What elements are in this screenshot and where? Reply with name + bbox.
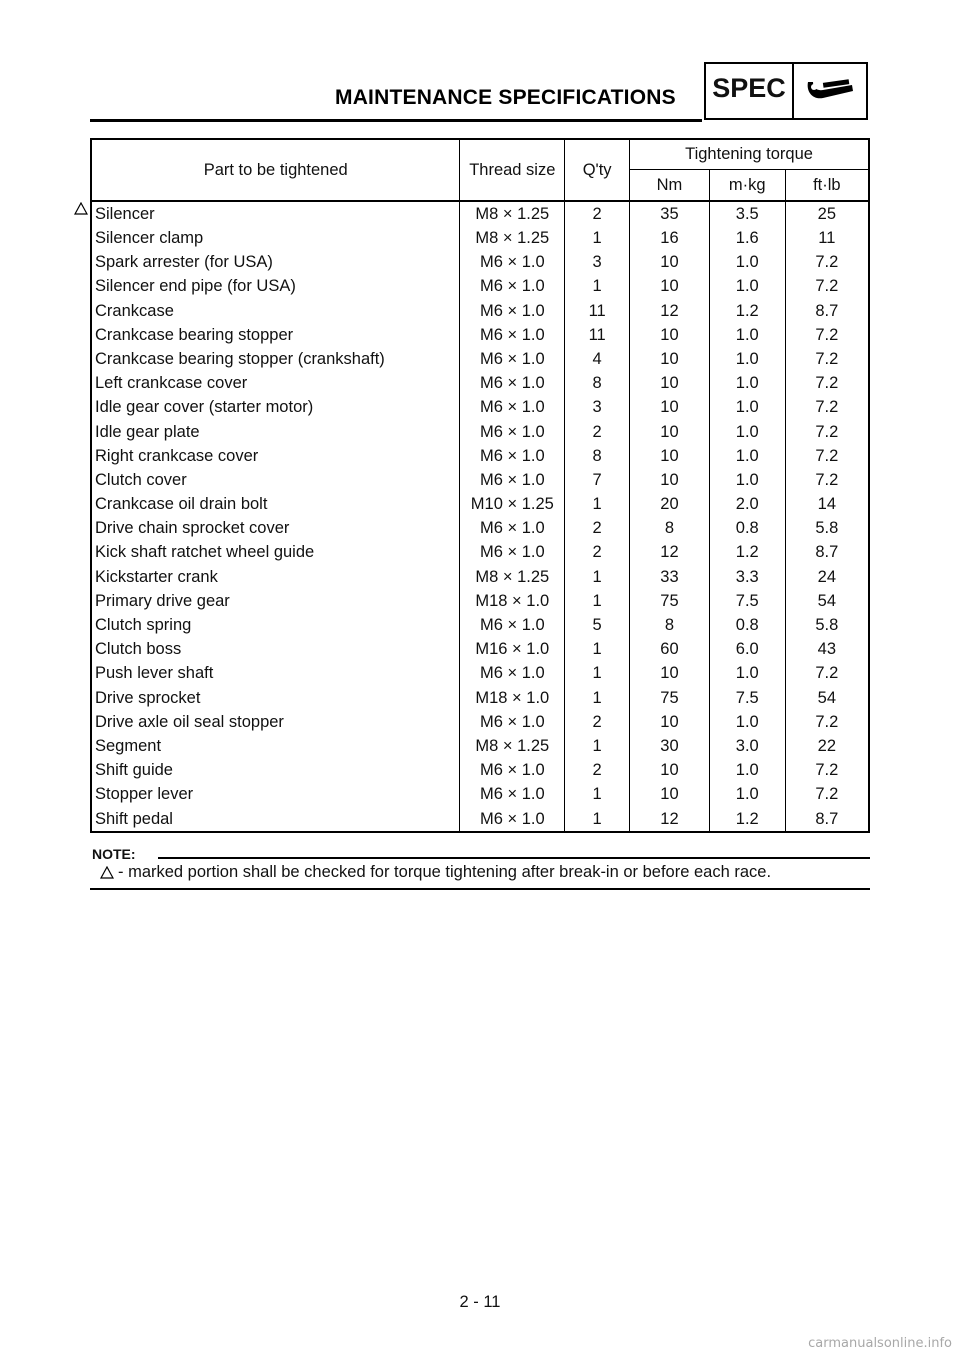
nm-cell: 10 — [630, 758, 710, 782]
ftlb-cell: 7.2 — [785, 783, 869, 807]
table-row — [91, 613, 869, 637]
table-row — [91, 807, 869, 832]
part-cell: Silencer clamp — [91, 226, 460, 250]
ftlb-cell: 5.8 — [785, 613, 869, 637]
table-row — [91, 371, 869, 395]
part-cell: Kickstarter crank — [91, 565, 460, 589]
mkg-cell: 1.2 — [709, 807, 785, 832]
table-row — [91, 275, 869, 299]
part-cell: Clutch boss — [91, 637, 460, 661]
mkg-cell: 1.0 — [709, 758, 785, 782]
table-row — [91, 662, 869, 686]
thread-cell: M6 × 1.0 — [460, 371, 565, 395]
qty-cell: 8 — [565, 371, 630, 395]
qty-cell: 1 — [565, 275, 630, 299]
ftlb-cell: 54 — [785, 589, 869, 613]
qty-cell: 1 — [565, 637, 630, 661]
qty-cell: 1 — [565, 734, 630, 758]
thread-cell: M18 × 1.0 — [460, 686, 565, 710]
mkg-cell: 1.0 — [709, 444, 785, 468]
nm-cell: 35 — [630, 201, 710, 226]
mkg-cell: 7.5 — [709, 686, 785, 710]
thread-cell: M18 × 1.0 — [460, 589, 565, 613]
nm-cell: 10 — [630, 783, 710, 807]
nm-cell: 8 — [630, 516, 710, 540]
nm-cell: 10 — [630, 710, 710, 734]
qty-cell: 2 — [565, 541, 630, 565]
mkg-cell: 7.5 — [709, 589, 785, 613]
thread-cell: M6 × 1.0 — [460, 250, 565, 274]
qty-cell: 11 — [565, 299, 630, 323]
part-cell: Kick shaft ratchet wheel guide — [91, 541, 460, 565]
part-cell: Push lever shaft — [91, 662, 460, 686]
ftlb-cell: 8.7 — [785, 807, 869, 832]
part-cell: Crankcase bearing stopper — [91, 323, 460, 347]
thread-cell: M6 × 1.0 — [460, 396, 565, 420]
nm-cell: 10 — [630, 396, 710, 420]
nm-cell: 75 — [630, 589, 710, 613]
part-cell: Crankcase oil drain bolt — [91, 492, 460, 516]
qty-cell: 1 — [565, 783, 630, 807]
part-cell: Silencer end pipe (for USA) — [91, 275, 460, 299]
ftlb-cell: 7.2 — [785, 250, 869, 274]
ftlb-cell: 7.2 — [785, 468, 869, 492]
qty-cell: 1 — [565, 589, 630, 613]
table-row — [91, 758, 869, 782]
mkg-cell: 2.0 — [709, 492, 785, 516]
table-row — [91, 396, 869, 420]
part-cell: Left crankcase cover — [91, 371, 460, 395]
ftlb-cell: 7.2 — [785, 347, 869, 371]
table-row — [91, 686, 869, 710]
mkg-cell: 1.0 — [709, 275, 785, 299]
nm-cell: 33 — [630, 565, 710, 589]
qty-cell: 3 — [565, 250, 630, 274]
nm-cell: 10 — [630, 420, 710, 444]
ftlb-cell: 7.2 — [785, 444, 869, 468]
part-cell: Drive axle oil seal stopper — [91, 710, 460, 734]
ftlb-cell: 14 — [785, 492, 869, 516]
qty-cell: 7 — [565, 468, 630, 492]
nm-cell: 10 — [630, 662, 710, 686]
nm-cell: 10 — [630, 275, 710, 299]
qty-cell: 2 — [565, 420, 630, 444]
nm-cell: 12 — [630, 807, 710, 832]
nm-cell: 20 — [630, 492, 710, 516]
part-cell: Crankcase — [91, 299, 460, 323]
ftlb-cell: 7.2 — [785, 396, 869, 420]
thread-cell: M10 × 1.25 — [460, 492, 565, 516]
nm-cell: 12 — [630, 541, 710, 565]
mkg-cell: 3.5 — [709, 201, 785, 226]
nm-cell: 16 — [630, 226, 710, 250]
nm-cell: 10 — [630, 371, 710, 395]
table-row — [91, 492, 869, 516]
thread-cell: M6 × 1.0 — [460, 444, 565, 468]
mkg-cell: 1.0 — [709, 250, 785, 274]
part-cell: Silencer — [91, 201, 460, 226]
nm-cell: 10 — [630, 250, 710, 274]
thread-cell: M6 × 1.0 — [460, 468, 565, 492]
watermark: carmanualsonline.info — [808, 1336, 952, 1351]
qty-cell: 2 — [565, 516, 630, 540]
thread-cell: M8 × 1.25 — [460, 734, 565, 758]
qty-cell: 2 — [565, 758, 630, 782]
table-row — [91, 468, 869, 492]
ftlb-cell: 5.8 — [785, 516, 869, 540]
qty-cell: 1 — [565, 226, 630, 250]
header-thread-size: Thread size — [460, 139, 565, 201]
ftlb-cell: 54 — [785, 686, 869, 710]
table-row — [91, 637, 869, 661]
mkg-cell: 1.0 — [709, 323, 785, 347]
note-rule-top — [158, 857, 870, 859]
thread-cell: M6 × 1.0 — [460, 613, 565, 637]
table-row — [91, 323, 869, 347]
ftlb-cell: 8.7 — [785, 541, 869, 565]
table-row — [91, 783, 869, 807]
table-row — [91, 516, 869, 540]
part-cell: Drive chain sprocket cover — [91, 516, 460, 540]
thread-cell: M6 × 1.0 — [460, 420, 565, 444]
thread-cell: M8 × 1.25 — [460, 226, 565, 250]
table-row — [91, 201, 869, 226]
part-cell: Spark arrester (for USA) — [91, 250, 460, 274]
mkg-cell: 1.0 — [709, 371, 785, 395]
thread-cell: M8 × 1.25 — [460, 201, 565, 226]
part-cell: Segment — [91, 734, 460, 758]
table-row — [91, 734, 869, 758]
table-row — [91, 299, 869, 323]
nm-cell: 30 — [630, 734, 710, 758]
qty-cell: 4 — [565, 347, 630, 371]
qty-cell: 1 — [565, 662, 630, 686]
nm-cell: 10 — [630, 323, 710, 347]
thread-cell: M6 × 1.0 — [460, 275, 565, 299]
header-mkg: m·kg — [709, 170, 785, 202]
mkg-cell: 1.0 — [709, 420, 785, 444]
thread-cell: M6 × 1.0 — [460, 541, 565, 565]
triangle-icon — [74, 202, 88, 215]
qty-cell: 1 — [565, 492, 630, 516]
ftlb-cell: 7.2 — [785, 662, 869, 686]
nm-cell: 75 — [630, 686, 710, 710]
qty-cell: 1 — [565, 565, 630, 589]
qty-cell: 5 — [565, 613, 630, 637]
mkg-cell: 3.0 — [709, 734, 785, 758]
header-quantity: Q'ty — [565, 139, 630, 201]
table-row — [91, 250, 869, 274]
mkg-cell: 3.3 — [709, 565, 785, 589]
part-cell: Shift pedal — [91, 807, 460, 832]
note-text: - marked portion shall be checked for torque tightening after break-in or before each race. — [118, 863, 772, 881]
table-row — [91, 347, 869, 371]
thread-cell: M6 × 1.0 — [460, 807, 565, 832]
thread-cell: M6 × 1.0 — [460, 710, 565, 734]
mkg-cell: 1.6 — [709, 226, 785, 250]
ftlb-cell: 24 — [785, 565, 869, 589]
thread-cell: M6 × 1.0 — [460, 758, 565, 782]
mkg-cell: 6.0 — [709, 637, 785, 661]
qty-cell: 8 — [565, 444, 630, 468]
part-cell: Idle gear plate — [91, 420, 460, 444]
nm-cell: 10 — [630, 444, 710, 468]
qty-cell: 2 — [565, 201, 630, 226]
header-part: Part to be tightened — [91, 139, 460, 201]
nm-cell: 60 — [630, 637, 710, 661]
part-cell: Stopper lever — [91, 783, 460, 807]
ftlb-cell: 43 — [785, 637, 869, 661]
ftlb-cell: 22 — [785, 734, 869, 758]
header-nm: Nm — [630, 170, 710, 202]
note-label: NOTE: — [92, 846, 136, 862]
mkg-cell: 1.0 — [709, 347, 785, 371]
ftlb-cell: 7.2 — [785, 710, 869, 734]
mkg-cell: 1.0 — [709, 710, 785, 734]
header-ftlb: ft·lb — [785, 170, 869, 202]
part-cell: Primary drive gear — [91, 589, 460, 613]
thread-cell: M8 × 1.25 — [460, 565, 565, 589]
qty-cell: 1 — [565, 686, 630, 710]
part-cell: Crankcase bearing stopper (crankshaft) — [91, 347, 460, 371]
ftlb-cell: 7.2 — [785, 371, 869, 395]
ftlb-cell: 7.2 — [785, 323, 869, 347]
nm-cell: 12 — [630, 299, 710, 323]
thread-cell: M6 × 1.0 — [460, 323, 565, 347]
page-title: MAINTENANCE SPECIFICATIONS — [335, 86, 676, 109]
part-cell: Clutch cover — [91, 468, 460, 492]
part-cell: Shift guide — [91, 758, 460, 782]
thread-cell: M6 × 1.0 — [460, 662, 565, 686]
nm-cell: 8 — [630, 613, 710, 637]
mkg-cell: 1.0 — [709, 662, 785, 686]
mkg-cell: 0.8 — [709, 516, 785, 540]
qty-cell: 11 — [565, 323, 630, 347]
mkg-cell: 0.8 — [709, 613, 785, 637]
part-cell: Idle gear cover (starter motor) — [91, 396, 460, 420]
page-number: 2 - 11 — [459, 1293, 501, 1311]
mkg-cell: 1.2 — [709, 299, 785, 323]
ftlb-cell: 7.2 — [785, 420, 869, 444]
mkg-cell: 1.0 — [709, 396, 785, 420]
mkg-cell: 1.2 — [709, 541, 785, 565]
wrench-icon — [803, 76, 857, 106]
ftlb-cell: 8.7 — [785, 299, 869, 323]
part-cell: Right crankcase cover — [91, 444, 460, 468]
mkg-cell: 1.0 — [709, 783, 785, 807]
ftlb-cell: 7.2 — [785, 275, 869, 299]
table-row — [91, 541, 869, 565]
part-cell: Clutch spring — [91, 613, 460, 637]
ftlb-cell: 11 — [785, 226, 869, 250]
thread-cell: M16 × 1.0 — [460, 637, 565, 661]
note-rule-bottom — [90, 888, 870, 890]
qty-cell: 3 — [565, 396, 630, 420]
section-badge — [704, 62, 868, 120]
mkg-cell: 1.0 — [709, 468, 785, 492]
triangle-icon — [100, 866, 114, 879]
qty-cell: 1 — [565, 807, 630, 832]
table-row — [91, 710, 869, 734]
thread-cell: M6 × 1.0 — [460, 347, 565, 371]
table-row — [91, 565, 869, 589]
thread-cell: M6 × 1.0 — [460, 516, 565, 540]
thread-cell: M6 × 1.0 — [460, 299, 565, 323]
table-row — [91, 420, 869, 444]
torque-spec-table — [90, 138, 870, 833]
section-label: SPEC — [706, 64, 794, 118]
thread-cell: M6 × 1.0 — [460, 783, 565, 807]
table-row — [91, 444, 869, 468]
table-row — [91, 226, 869, 250]
nm-cell: 10 — [630, 468, 710, 492]
page-header — [90, 62, 870, 124]
table-row — [91, 589, 869, 613]
ftlb-cell: 25 — [785, 201, 869, 226]
header-rule — [90, 119, 702, 122]
header-tightening-torque: Tightening torque — [630, 139, 869, 170]
qty-cell: 2 — [565, 710, 630, 734]
ftlb-cell: 7.2 — [785, 758, 869, 782]
nm-cell: 10 — [630, 347, 710, 371]
part-cell: Drive sprocket — [91, 686, 460, 710]
